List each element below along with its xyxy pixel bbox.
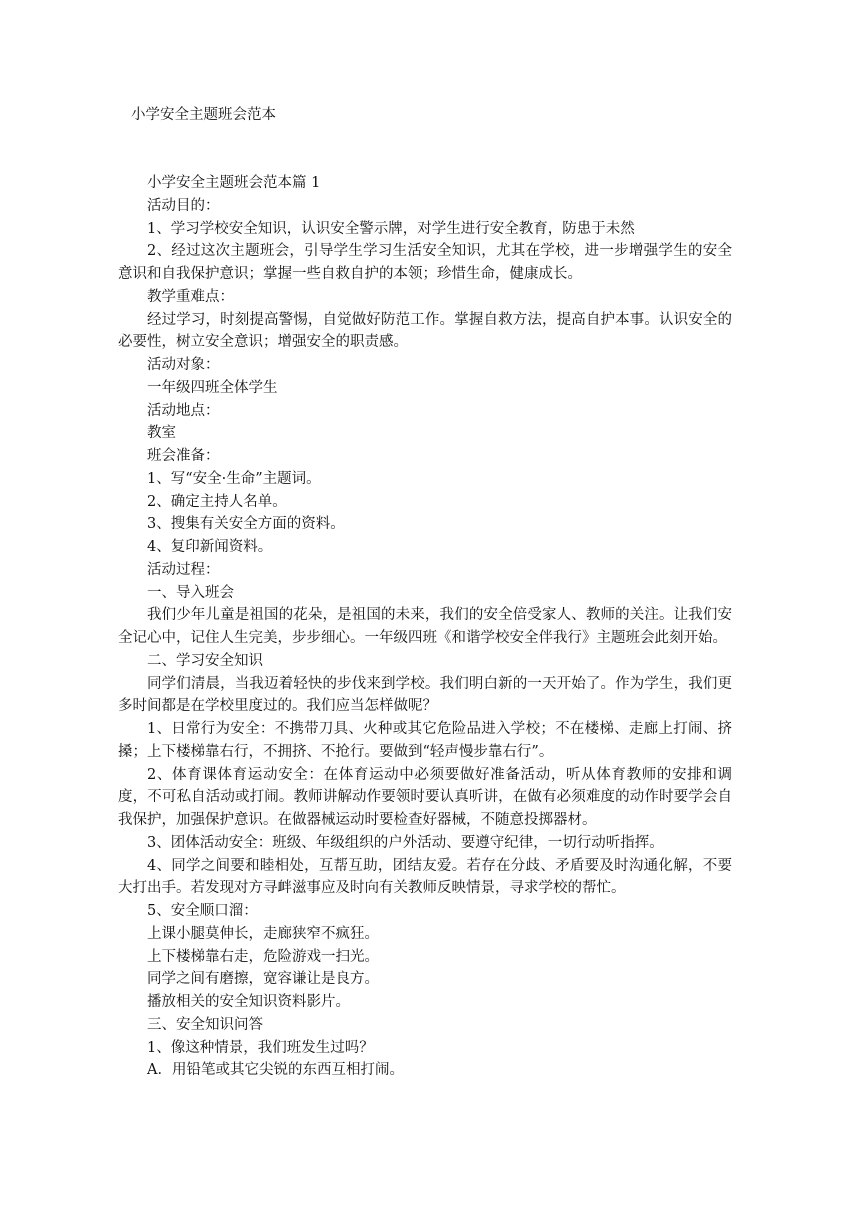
paragraph: 我们少年儿童是祖国的花朵，是祖国的未来，我们的安全倍受家人、教师的关注。让我们安全记心中，记住人生完美，步步细心。一年级四班《和谐学校安全伴我行》主题班会此刻开始。 (118, 607, 732, 646)
paragraph: 播放相关的安全知识资料影片。 (147, 994, 350, 1010)
paragraph: 同学之间有磨擦，宽容谦让是良方。 (147, 971, 379, 988)
paragraph: 活动地点： (147, 402, 220, 419)
paragraph: 二、学习安全知识 (147, 652, 263, 669)
paragraph: 上课小腿莫伸长，走廊狭窄不疯狂。 (147, 925, 379, 942)
paragraph: 1、写“安全·生命”主题词。 (147, 470, 321, 487)
paragraph: 上下楼梯靠右走，危险游戏一扫光。 (147, 948, 379, 965)
paragraph: 同学们清晨，当我迈着轻快的步伐来到学校。我们明白新的一天开始了。作为学生，我们更多时间都是在学校里度过的。我们应当怎样做呢？ (118, 675, 732, 715)
document-title: 小学安全主题班会范本 (131, 107, 276, 123)
paragraph: 活动对象： (147, 357, 220, 373)
paragraph: 教室 (147, 425, 176, 442)
paragraph: 3、团体活动安全：班级、年级组织的户外活动、要遵守纪律，一切行动听指挥。 (147, 834, 664, 851)
paragraph: 活动过程： (147, 561, 220, 578)
paragraph: 班会准备： (147, 448, 220, 464)
paragraph: 小学安全主题班会范本篇 1 (147, 175, 321, 191)
paragraph: 1、日常行为安全：不携带刀具、火种或其它危险品进入学校；不在楼梯、走廊上打闹、挤搡；上下楼梯靠右行，不拥挤、不抢行。要做到“轻声慢步靠右行”。 (118, 721, 732, 760)
paragraph: 2、经过这次主题班会，引导学生学习生活安全知识，尤其在学校，进一步增强学生的安全意识和自我保护意识；掌握一些自救自护的本领；珍惜生命，健康成长。 (118, 243, 732, 282)
paragraph: 4、复印新闻资料。 (147, 539, 273, 555)
paragraph: A．用铅笔或其它尖锐的东西互相打闹。 (147, 1062, 404, 1079)
document-body (118, 172, 732, 1082)
paragraph: 教学重难点： (147, 288, 234, 305)
paragraph: 3、搜集有关安全方面的资料。 (147, 516, 345, 533)
paragraph: 2、体育课体育运动安全：在体育运动中必须要做好准备活动，听从体育教师的安排和调度，不可私自活动或打闹。教师讲解动作要领时要认真听讲，在做有必须难度的动作时要学会自我保护，加强保护意识。在做器械运动时要检查好器械，不随意投掷器材。 (118, 766, 732, 828)
paragraph: 1、学习学校安全知识，认识安全警示牌，对学生进行安全教育，防患于未然 (147, 220, 635, 237)
paragraph: 一、导入班会 (147, 584, 234, 601)
paragraph: 5、安全顺口溜： (147, 903, 258, 919)
paragraph: 4、同学之间要和睦相处，互帮互助，团结友爱。若存在分歧、矛盾要及时沟通化解，不要大打出手。若发现对方寻衅滋事应及时向有关教师反映情景，寻求学校的帮忙。 (118, 857, 732, 897)
paragraph: 三、安全知识问答 (147, 1016, 263, 1033)
paragraph: 活动目的： (147, 197, 220, 214)
paragraph: 2、确定主持人名单。 (147, 493, 287, 510)
paragraph: 1、像这种情景，我们班发生过吗？ (147, 1039, 374, 1056)
paragraph: 经过学习，时刻提高警惕，自觉做好防范工作。掌握自救方法，提高自护本事。认识安全的必要性，树立安全意识；增强安全的职责感。 (118, 311, 732, 351)
paragraph: 一年级四班全体学生 (147, 379, 278, 396)
